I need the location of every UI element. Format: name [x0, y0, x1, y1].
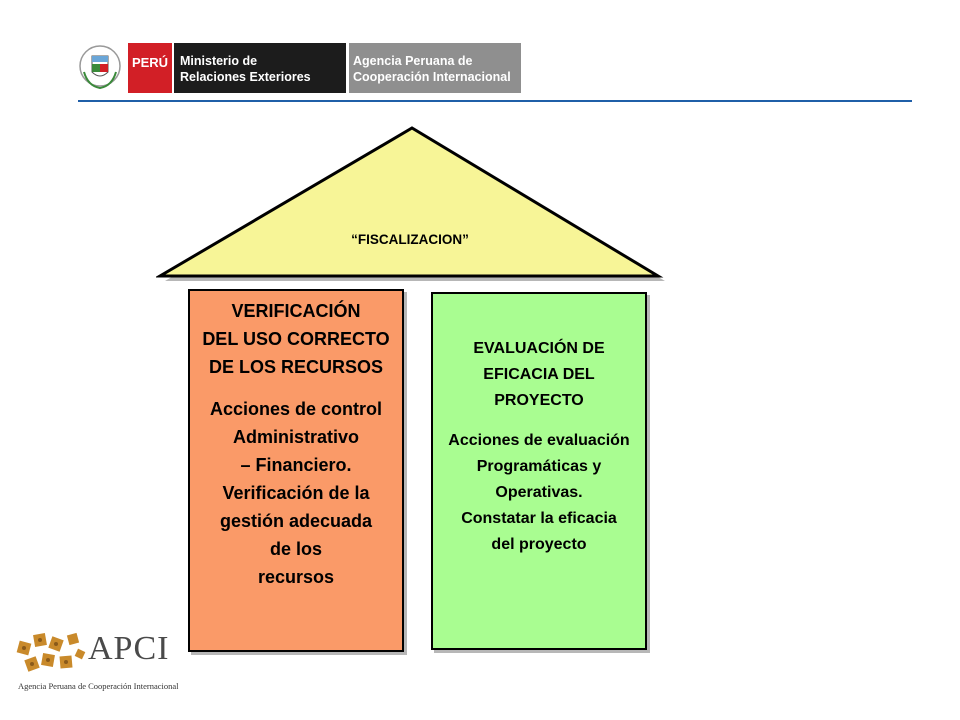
roof-label: “FISCALIZACION”: [351, 232, 469, 247]
ministry-line-2: Relaciones Exteriores: [180, 70, 311, 84]
verification-heading: VERIFICACIÓN DEL USO CORRECTO DE LOS RECURSOS: [202, 301, 390, 377]
ministry-name: [174, 43, 346, 93]
peru-badge: PERÚ: [128, 43, 172, 93]
apci-logo-text: APCI: [88, 630, 170, 667]
coat-of-arms-icon: [78, 42, 122, 94]
roof-triangle: [156, 124, 668, 284]
evaluation-box: [431, 292, 647, 650]
header-logo: [78, 40, 122, 96]
header-divider: [78, 100, 912, 102]
agency-name: [349, 43, 521, 93]
evaluation-heading: EVALUACIÓN DE EFICACIA DEL PROYECTO: [473, 340, 605, 409]
ministry-line-1: Ministerio de: [180, 54, 258, 68]
verification-body: Acciones de control Administrativo – Financiero. Verificación de la gestión adecuada de los recursos: [209, 399, 383, 587]
apci-logo-subtitle: Agencia Peruana de Cooperación Internacional: [18, 681, 179, 691]
verification-box: [188, 289, 404, 652]
evaluation-body: Acciones de evaluación Programáticas y Operativas. Constatar la eficacia del proyecto: [448, 432, 630, 553]
agency-line-2: Cooperación Internacional: [353, 70, 511, 84]
agency-line-1: Agencia Peruana de: [353, 54, 473, 68]
